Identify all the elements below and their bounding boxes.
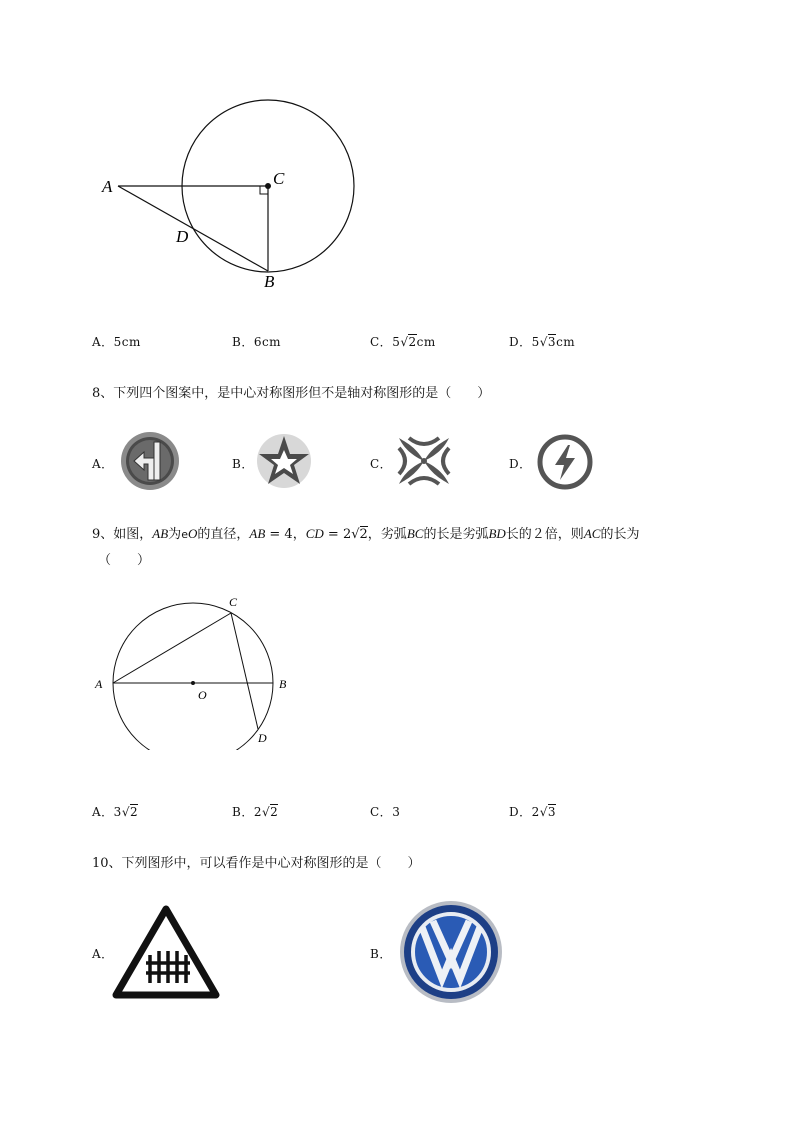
q9-text: 9、如图，	[92, 527, 153, 542]
option-letter: C．	[370, 805, 393, 819]
q7-label-d: D	[176, 227, 189, 246]
radicand: 3	[547, 335, 557, 349]
q9-var-ac: AC	[583, 526, 601, 541]
four-leaf-pattern-icon	[395, 432, 453, 490]
q8-option-b-letter: B．	[232, 457, 254, 471]
q9-label-a: A	[95, 677, 103, 691]
radicand: 2	[270, 805, 279, 819]
q9-circle	[113, 603, 273, 750]
option-coef: 3	[113, 805, 122, 819]
q9-var-bd: BD	[488, 526, 506, 541]
q10-stem: 10、下列图形中，可以看作是中心对称图形的是（ ）	[92, 856, 421, 871]
q9-var-ab: AB	[152, 526, 169, 541]
sqrt-sign: √	[400, 335, 409, 349]
radicand: 2	[129, 805, 139, 819]
q9-figure	[90, 590, 300, 750]
q7-option-a	[92, 333, 141, 350]
option-letter: D．	[509, 335, 532, 349]
q7-option-c	[370, 333, 436, 350]
sqrt-sign: √	[539, 335, 548, 349]
q9-stem-line1	[92, 523, 639, 542]
option-value: 6cm	[253, 335, 282, 349]
q9-text: = 2	[323, 527, 352, 542]
q10-option-a-letter: A．	[92, 947, 114, 961]
q8-option-c-letter: C．	[370, 457, 393, 471]
q9-var-ab: AB	[249, 526, 266, 541]
q9-text: ，	[292, 527, 306, 542]
sqrt-sign: √	[121, 805, 130, 819]
option-value: 5cm	[113, 335, 141, 349]
turn-left-arrow-sign-icon	[119, 430, 181, 492]
q9-text: 的长是劣弧	[423, 527, 489, 542]
sqrt-sign: √	[261, 805, 271, 819]
pentagram-star-icon	[255, 432, 313, 490]
q9-text: 的直径，	[197, 527, 250, 542]
option-coef: 2	[253, 805, 262, 819]
q8-option-d-letter: D．	[509, 457, 532, 471]
option-letter: B．	[232, 805, 254, 819]
q8-option-a-letter: A．	[92, 457, 114, 471]
q9-var-cd: CD	[305, 526, 324, 541]
q9-text: = 4	[265, 527, 293, 542]
option-unit: cm	[416, 335, 436, 349]
option-value: 3	[392, 805, 401, 819]
option-letter: A．	[92, 805, 114, 819]
q7-label-c: C	[273, 169, 285, 188]
option-coef: 5	[392, 335, 401, 349]
option-coef: 5	[531, 335, 540, 349]
q9-text: 长的２倍，则	[505, 527, 584, 542]
option-unit: cm	[556, 335, 576, 349]
q9-text: ，劣弧	[367, 527, 407, 542]
option-letter: C．	[370, 335, 393, 349]
q9-var-o: O	[187, 526, 198, 541]
q7-option-d	[509, 333, 575, 350]
option-letter: D．	[509, 805, 532, 819]
q9-chord-ac	[113, 613, 231, 683]
q9-label-o: O	[198, 688, 207, 702]
lightning-bolt-circle-icon	[535, 432, 595, 492]
sqrt-sign: √	[539, 805, 548, 819]
q9-var-bc: BC	[406, 526, 424, 541]
q9-option-b	[232, 803, 278, 820]
q9-label-b: B	[279, 677, 287, 691]
q9-option-a	[92, 803, 138, 820]
q7-option-b	[232, 333, 281, 350]
q7-segment-ab	[118, 186, 268, 271]
q7-label-a: A	[102, 177, 113, 196]
q9-stem-line2: （ ）	[98, 553, 151, 568]
circle-symbol: e	[181, 528, 188, 541]
q8-stem: 8、下列四个图案中，是中心对称图形但不是轴对称图形的是（ ）	[92, 386, 491, 401]
q9-label-d: D	[258, 731, 267, 745]
q7-label-b: B	[264, 272, 275, 291]
q9-label-c: C	[229, 595, 238, 609]
radicand: 2	[359, 527, 368, 542]
volkswagen-logo-icon	[398, 899, 504, 1005]
q9-text: 为	[168, 527, 182, 542]
q9-option-d	[509, 803, 556, 820]
q7-point-c	[265, 183, 271, 189]
option-letter: A．	[92, 335, 114, 349]
sqrt-sign: √	[351, 527, 360, 542]
radicand: 3	[547, 805, 557, 819]
option-coef: 2	[531, 805, 540, 819]
q9-text: 的长为	[600, 527, 640, 542]
q9-center-o	[191, 681, 195, 685]
option-letter: B．	[232, 335, 254, 349]
q9-option-c	[370, 803, 400, 820]
q10-option-b-letter: B．	[370, 947, 392, 961]
radicand: 2	[408, 335, 417, 349]
railway-crossing-warning-sign-icon	[112, 905, 220, 999]
q7-figure	[95, 95, 370, 300]
q9-chord-cd	[231, 613, 258, 729]
